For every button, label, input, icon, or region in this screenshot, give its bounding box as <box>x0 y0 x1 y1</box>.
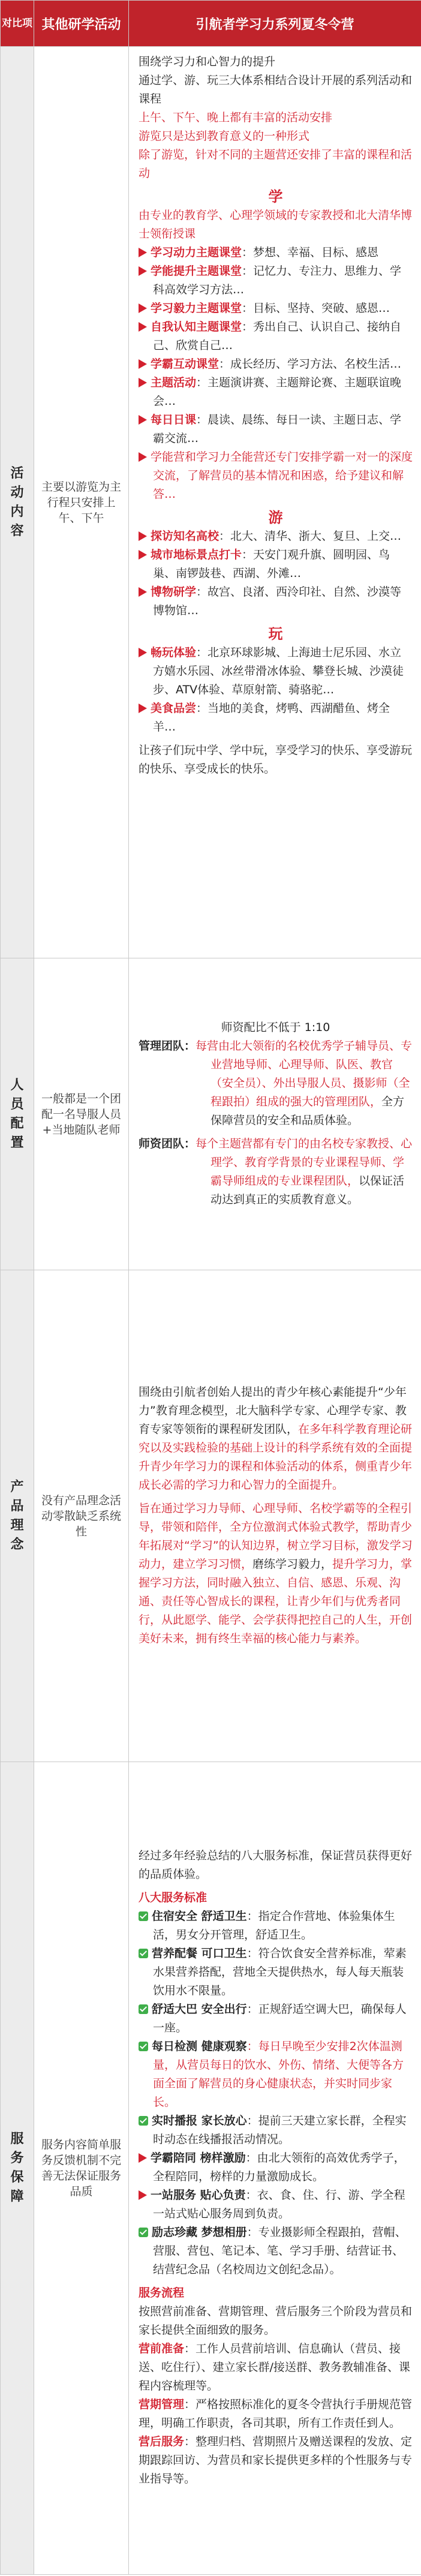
header-row <box>1 1 421 47</box>
service-item: 每日检测 健康观察：每日早晚至少安排2次体温测量，从营员每日的饮水、外伤、情绪、大便等各方面全面了解营员的身心健康状态，并实时同步家长。 <box>139 2037 413 2112</box>
arrow-icon <box>139 452 147 462</box>
arrow-icon <box>139 266 147 276</box>
check-icon <box>139 1949 148 1958</box>
learn-heading: 学 <box>268 188 283 205</box>
play-item: 美食品尝：当地的美食，烤鸭、西湖醋鱼、烤全羊… <box>139 699 413 737</box>
check-icon <box>139 2116 148 2126</box>
service-item: 励志珍藏 梦想相册：专业摄影师全程跟拍，营帽、营服、营包、笔记本、笔、学习手册、结营证书、结营纪念品（名校周边文创纪念品）。 <box>139 2223 413 2279</box>
header-yinhangzhe: 引航者学习力系列夏冬令营 <box>129 1 421 47</box>
learn-item: 主题活动：主题演讲赛、主题辩论赛、主题联谊晚会… <box>139 374 413 411</box>
row-concept <box>1 1270 421 1762</box>
learn-item: 学能提升主题课堂：记忆力、专注力、思维力、学科高效学习方法… <box>139 262 413 299</box>
arrow-icon <box>139 587 147 597</box>
other-staff-text: 一般都是一个团配一名导服人员+当地随队老师 <box>34 958 129 1270</box>
staff-teachers: 师资团队：每个主题营都有专门的由名校专家教授、心理学、教育学背景的专业课程导师、学霸导师组成的专业课程团队，以保证活动达到真正的实质教育意义。 <box>139 1137 413 1206</box>
service-intro: 经过多年经验总结的八大服务标准，保证营员获得更好的品质体验。 <box>139 1849 413 1881</box>
travel-item: 博物研学：故宫、良渚、西泠印社、自然、沙漠等博物馆… <box>139 583 413 620</box>
service-item: 住宿安全 舒适卫生：指定合作营地、体验集体生活，男女分开管理，舒适卫生。 <box>139 1907 413 1944</box>
arrow-icon <box>139 322 147 332</box>
category-service: 服 务 保 障 <box>1 1762 34 2575</box>
concept-paragraph-1: 围绕由引航者创始人提出的青少年核心素能提升“少年力”教育理念模型，北大脑科学专家、心理学专家、教育专家等领衔的课程研发团队，在多年科学教育理论研究以及实践检验的基础上设计的科学系统有效的全面提升青少年学习力的课程和体验活动的体系，侧重青少年成长必需的学习力和心智力的全面提升。 <box>139 1385 413 1492</box>
learn-item: 每日日课：晨读、晨练、每日一读、主题日志、学霸交流… <box>139 411 413 448</box>
row-service <box>1 1762 421 2575</box>
arrow-icon <box>139 531 147 541</box>
arrow-icon <box>139 378 147 387</box>
other-service-text: 服务内容简单服务反馈机制不完善无法保证服务品质 <box>34 1762 129 2575</box>
learn-item: 学习毅力主题课堂：目标、坚持、突破、感恩… <box>139 299 413 318</box>
learn-intro: 由专业的教育学、心理学领域的专家教授和北大清华博士领衔授课 <box>139 209 413 241</box>
arrow-icon <box>139 303 147 313</box>
row-staff <box>1 958 421 1270</box>
learn-item: 自我认知主题课堂：秀出自己、认识自己、接纳自己、欣赏自己… <box>139 318 413 355</box>
header-compare-item: 对比项 <box>1 1 34 47</box>
check-icon <box>139 2042 148 2051</box>
category-staff: 人 员 配 置 <box>1 958 34 1270</box>
yinhang-activity-cell <box>129 47 421 958</box>
arrow-icon <box>139 415 147 425</box>
staff-ratio: 师资配比不低于 1:10 <box>221 1020 330 1034</box>
other-concept-text: 没有产品理念活动零散缺乏系统性 <box>34 1270 129 1762</box>
learn-item: 学霸互动课堂：成长经历、学习方法、名校生活… <box>139 355 413 374</box>
header-other-activities: 其他研学活动 <box>34 1 129 47</box>
flow-item: 营后服务：整理归档、营期照片及赠送课程的发放、定期跟踪回访、为营员和家长提供更多样的个性服务与专业指导等。 <box>139 2435 413 2485</box>
service-item: 舒适大巴 安全出行：正规舒适空调大巴，确保每人一座。 <box>139 2000 413 2037</box>
concept-paragraph-2: 旨在通过学习力导师、心理导师、名校学霸等的全程引导，带领和陪伴，全方位激润式体验式教学，帮助青少年拓展对“学习”的认知边界，树立学习目标，激发学习动力，建立学习习惯，磨练学习毅力，提升学习力，掌握学习方法，同时融入独立、自信、感恩、乐观、沟通、责任等心智成长的课程，让青少年们与优秀者同行，从此愿学、能学、会学获得把控自己的人生，开创美好未来，拥有终生幸福的核心能力与素养。 <box>139 1501 413 1645</box>
activity-intro-highlight: 上午、下午、晚上都有丰富的活动安排 游览只是达到教育意义的一种形式 除了游览，针对不同的主题营还安排了丰富的课程和活动 <box>139 111 413 180</box>
play-heading: 玩 <box>268 626 283 642</box>
travel-item: 探访知名高校：北大、清华、浙大、复旦、上交… <box>139 527 413 546</box>
arrow-icon <box>139 550 147 560</box>
arrow-icon <box>139 704 147 713</box>
row-activity <box>1 47 421 958</box>
flow-item: 营期管理：严格按照标准化的夏冬令营执行手册规范管理，明确工作职责，各司其职，所有工作责任到人。 <box>139 2398 413 2430</box>
service-flow-heading: 服务流程 <box>139 2286 185 2300</box>
activity-intro: 围绕学习力和心智力的提升 通过学、游、玩三大体系相结合设计开展的系列活动和课程 <box>139 55 413 106</box>
travel-item: 城市地标景点打卡：天安门观升旗、圆明园、鸟巢、南锣鼓巷、西湖、外滩… <box>139 546 413 583</box>
service-standards-heading: 八大服务标准 <box>139 1891 208 1904</box>
yinhang-service-cell <box>129 1762 421 2575</box>
learn-summary: 学能营和学习力全能营还专门安排学霸一对一的深度交流，了解营员的基本情况和困惑，给予建议和解答… <box>139 448 413 504</box>
arrow-icon <box>139 248 147 257</box>
learn-item: 学习动力主题课堂：梦想、幸福、目标、感恩 <box>139 244 413 262</box>
service-item: 一站服务 贴心负责：衣、食、住、行、游、学全程一站式贴心服务周到负责。 <box>139 2186 413 2223</box>
service-item: 学霸陪同 榜样激励：由北大领衔的高效优秀学子，全程陪同，榜样的力量激励成长。 <box>139 2149 413 2186</box>
yinhang-staff-cell <box>129 958 421 1270</box>
flow-item: 营前准备：工作人员营前培训、信息确认（营员、接送、吃住行）、建立家长群/接送群、教务教辅准备、课程内容梳理等。 <box>139 2342 410 2392</box>
other-activity-text: 主要以游览为主行程只安排上午、下午 <box>34 47 129 958</box>
category-concept: 产 品 理 念 <box>1 1270 34 1762</box>
category-activity: 活 动 内 容 <box>1 47 34 958</box>
yinhang-concept-cell <box>129 1270 421 1762</box>
staff-management: 管理团队：每营由北大领衔的名校优秀学子辅导员、专业营地导师、心理导师、队医、教官（安全员）、外出导服人员、摄影师（全程跟拍）组成的强大的管理团队，全方保障营员的安全和品质体验。 <box>139 1039 413 1127</box>
service-item: 营养配餐 可口卫生：符合饮食安全营养标准，荤素水果营养搭配，营地全天提供热水，每人每天瓶装饮用水不限量。 <box>139 1944 413 2000</box>
service-flow-intro: 按照营前准备、营期管理、营后服务三个阶段为营员和家长提供全面细致的服务。 <box>139 2305 413 2337</box>
travel-heading: 游 <box>268 509 283 526</box>
arrow-icon <box>139 2153 147 2163</box>
check-icon <box>139 1911 148 1921</box>
check-icon <box>139 2004 148 2014</box>
activity-closing: 让孩子们玩中学、学中玩，享受学习的快乐、享受游玩的快乐、享受成长的快乐。 <box>139 744 413 775</box>
arrow-icon <box>139 359 147 369</box>
arrow-icon <box>139 648 147 657</box>
check-icon <box>139 2228 148 2237</box>
service-item: 实时播报 家长放心：提前三天建立家长群，全程实时动态在线播报活动情况。 <box>139 2112 413 2149</box>
arrow-icon <box>139 2190 147 2200</box>
play-item: 畅玩体验：北京环球影城、上海迪士尼乐园、水立方嬉水乐园、冰丝带滑冰体验、攀登长城、沙漠徒步、ATV体验、草原射箭、骑骆驼… <box>139 644 413 699</box>
